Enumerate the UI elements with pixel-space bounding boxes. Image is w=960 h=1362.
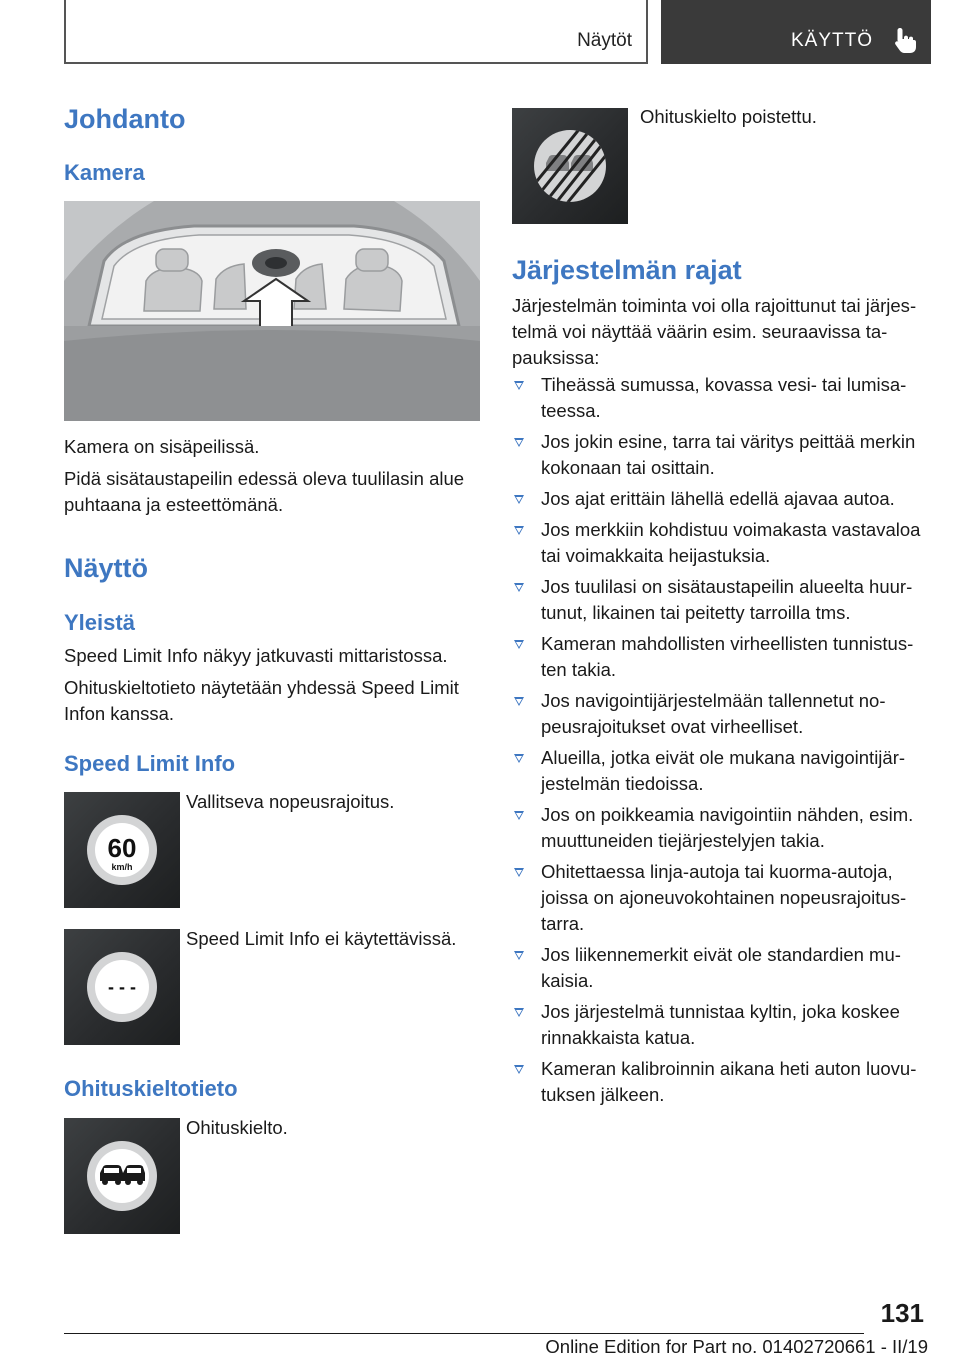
list-item-text: Tiheässä sumussa, kovassa vesi- tai lumisateessa. [541, 374, 907, 421]
no-overtaking-icon [64, 1118, 180, 1234]
page-number: 131 [880, 1298, 924, 1328]
list-item [512, 688, 928, 740]
sign-na-text: - - - [108, 977, 136, 997]
sign-na-caption: Speed Limit Info ei käytettävissä. [186, 928, 457, 949]
bullet-triangle-icon [514, 495, 524, 504]
footer-edition: Online Edition for Part no. 01402720661 - II/19 [545, 1336, 928, 1357]
list-item [512, 486, 928, 512]
system-limits-title: Järjestelmän rajat [512, 255, 742, 285]
speed-limit-sign-icon [64, 792, 180, 908]
bullet-triangle-icon [514, 526, 524, 535]
unavailable-sign-icon [64, 929, 180, 1045]
camera-caption: Kamera on sisäpeilissä. [64, 436, 260, 457]
bullet-triangle-icon [514, 1065, 524, 1074]
list-item [512, 745, 928, 797]
intro-title: Johdanto [64, 104, 186, 134]
header-chapter-tab [661, 0, 931, 64]
general-paragraph-2: Ohituskieltotieto näytetään yhdessä Speed Limit Infon kanssa. [64, 677, 459, 724]
list-item [512, 1056, 928, 1108]
no-overtaking-caption: Ohituskielto. [186, 1117, 288, 1138]
bullet-triangle-icon [514, 951, 524, 960]
speed-limit-60-sign [64, 792, 180, 908]
list-item-text: Jos merkkiin kohdistuu voimakasta vastavaloa tai voimakkaita heijastuksia. [541, 519, 921, 566]
bullet-triangle-icon [514, 640, 524, 649]
general-heading: Yleistä [64, 610, 135, 635]
end-no-overtaking-caption: Ohituskielto poistettu. [640, 106, 817, 127]
overtaking-heading: Ohituskieltotieto [64, 1076, 238, 1101]
list-item-text: Kameran kalibroinnin aikana heti auton luovutuksen jälkeen. [541, 1058, 917, 1105]
system-limits-list [512, 372, 928, 1113]
list-item [512, 372, 928, 424]
list-item [512, 429, 928, 481]
list-item [512, 517, 928, 569]
list-item-text: Kameran mahdollisten virheellisten tunnistusten takia. [541, 633, 914, 680]
list-item-text: Jos järjestelmä tunnistaa kyltin, joka koskee rinnakkaista katua. [541, 1001, 900, 1048]
camera-text: Pidä sisätaustapeilin edessä oleva tuulilasin alue puhtaana ja esteettömänä. [64, 468, 465, 515]
speed-limit-info-heading: Speed Limit Info [64, 751, 236, 776]
list-item [512, 999, 928, 1051]
speed-limit-unavailable-sign [64, 929, 180, 1045]
list-item-text: Jos navigointijärjestelmään tallennetut nopeusrajoitukset ovat virheelliset. [541, 690, 886, 737]
bullet-triangle-icon [514, 1008, 524, 1017]
camera-illustration [64, 201, 480, 421]
footer-divider [64, 1333, 864, 1334]
list-item-text: Alueilla, jotka eivät ole mukana navigointijärjestelmän tiedoissa. [541, 747, 906, 794]
list-item-text: Jos on poikkeamia navigointiin nähden, esim. muuttuneiden tiejärjestelyjen takia. [541, 804, 914, 851]
car-interior-image [64, 201, 480, 421]
hand-pointer-icon [893, 26, 919, 54]
list-item-text: Ohitettaessa linja-autoja tai kuorma-autoja, joissa on ajoneuvokohtainen nopeusrajoitustarra. [541, 861, 907, 934]
list-item-text: Jos tuulilasi on sisätaustapeilin alueelta huurtunut, likainen tai peitetty tarroilla tms. [541, 576, 913, 623]
list-item [512, 942, 928, 994]
sign-60-unit: km/h [111, 862, 133, 872]
general-paragraph-1: Speed Limit Info näkyy jatkuvasti mittaristossa. [64, 645, 448, 666]
bullet-triangle-icon [514, 381, 524, 390]
list-item-text: Jos ajat erittäin lähellä edellä ajavaa autoa. [541, 488, 895, 509]
bullet-triangle-icon [514, 811, 524, 820]
list-item-text: Jos liikennemerkit eivät ole standardien mukaisia. [541, 944, 901, 991]
sign-60-caption: Vallitseva nopeusrajoitus. [186, 791, 395, 812]
display-title: Näyttö [64, 553, 149, 583]
list-item [512, 631, 928, 683]
no-overtaking-sign [64, 1118, 180, 1234]
system-limits-intro: Järjestelmän toiminta voi olla rajoittunut tai järjestelmä voi näyttää väärin esim. seuraavissa tapauksissa: [512, 295, 917, 368]
list-item-text: Jos jokin esine, tarra tai väritys peittää merkin kokonaan tai osittain. [541, 431, 916, 478]
bullet-triangle-icon [514, 697, 524, 706]
camera-heading: Kamera [64, 160, 145, 185]
end-no-overtaking-sign [512, 108, 628, 224]
header-chapter-label: KÄYTTÖ [790, 30, 873, 51]
list-item [512, 574, 928, 626]
header-section-box [64, 0, 648, 64]
bullet-triangle-icon [514, 754, 524, 763]
bullet-triangle-icon [514, 868, 524, 877]
list-item [512, 802, 928, 854]
bullet-triangle-icon [514, 438, 524, 447]
header-section-title: Näytöt [577, 30, 632, 51]
sign-60-number: 60 [107, 833, 137, 863]
bullet-triangle-icon [514, 583, 524, 592]
end-no-overtaking-icon [512, 108, 628, 224]
list-item [512, 859, 928, 937]
